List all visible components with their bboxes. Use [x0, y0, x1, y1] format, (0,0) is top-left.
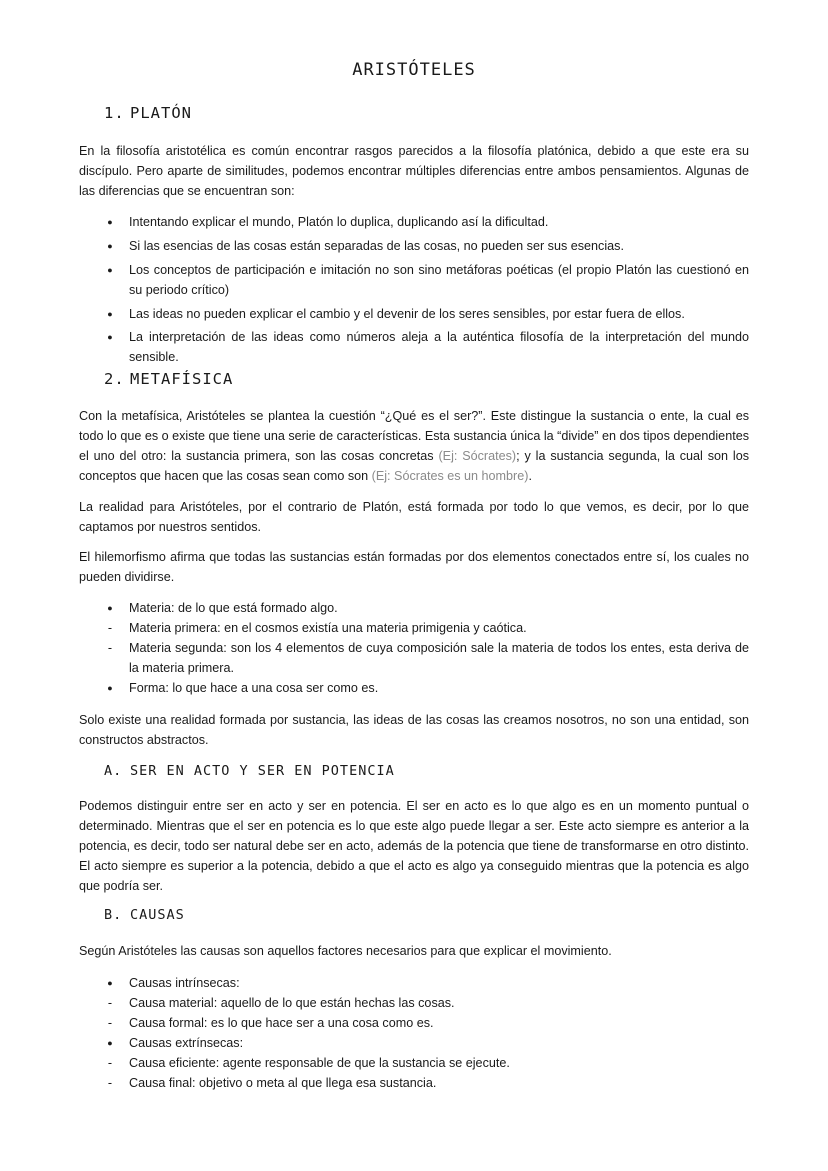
- list-item-text: La interpretación de las ideas como números aleja a la auténtica filosofía de la interpretación del mundo sensible.: [129, 330, 749, 364]
- example-text: (Ej: Sócrates es un hombre): [371, 469, 529, 483]
- bullet-icon: [103, 598, 117, 619]
- bullet-icon: [103, 260, 117, 281]
- example-text: (Ej: Sócrates): [438, 449, 517, 463]
- paragraph: [79, 406, 749, 486]
- subsection-title: SER EN ACTO Y SER EN POTENCIA: [130, 763, 395, 779]
- list-item: [79, 1033, 749, 1053]
- list-item-text: Si las esencias de las cosas están separadas de las cosas, no pueden ser sus esencias.: [129, 239, 624, 253]
- list-item: [79, 327, 749, 367]
- list-item-text: Causa material: aquello de lo que están hechas las cosas.: [129, 996, 455, 1010]
- dash-icon: [103, 618, 117, 638]
- dash-icon: [103, 1073, 117, 1093]
- list-item-text: Materia segunda: son los 4 elementos de cuya composición sale la materia de todos los entes, esta deriva de la materia primera.: [129, 641, 749, 675]
- list-item-text: Intentando explicar el mundo, Platón lo duplica, duplicando así la dificultad.: [129, 215, 549, 229]
- section-title: METAFÍSICA: [130, 370, 234, 388]
- bullet-icon: [103, 236, 117, 257]
- section-title: PLATÓN: [130, 104, 192, 122]
- dash-icon: [103, 1053, 117, 1073]
- list-item: [79, 1013, 749, 1033]
- subsection-heading-acto-potencia: [104, 763, 395, 779]
- bullet-icon: [103, 304, 117, 325]
- paragraph: La realidad para Aristóteles, por el contrario de Platón, está formada por todo lo que vemos, es decir, por lo que captamos por nuestros sentidos.: [79, 500, 749, 534]
- list-item-text: Los conceptos de participación e imitación no son sino metáforas poéticas (el propio Platón las cuestionó en su periodo crítico): [129, 263, 749, 297]
- paragraph: Podemos distinguir entre ser en acto y ser en potencia. El ser en acto es lo que algo es en un momento puntual o determinado. Mientras que el ser en potencia es lo que este algo puede llegar a ser. Este acto siempre es anterior a la potencia, es decir, todo ser natural debe ser en acto, además de la potencia que tiene de transformarse en otro distinto. El acto siempre es superior a la potencia, debido a que el acto es algo ya conseguido mientras que la potencia es algo que podría ser.: [79, 799, 749, 893]
- list-item-text: Materia primera: en el cosmos existía una materia primigenia y caótica.: [129, 621, 527, 635]
- list-item: [79, 598, 749, 618]
- list-item-text: Forma: lo que hace a una cosa ser como es.: [129, 681, 379, 695]
- paragraph-text: .: [528, 469, 532, 483]
- dash-icon: [103, 638, 117, 658]
- list-item: [79, 973, 749, 993]
- section-number: 1.: [104, 104, 125, 122]
- list-item-text: Causa formal: es lo que hace ser a una cosa como es.: [129, 1016, 434, 1030]
- list-item: [79, 1073, 749, 1093]
- section-heading-platon: [104, 104, 192, 122]
- list-item: [79, 236, 749, 256]
- bullet-icon: [103, 1033, 117, 1054]
- list-item: [79, 638, 749, 678]
- list-item: [79, 618, 749, 638]
- bullet-icon: [103, 212, 117, 233]
- list-item: [79, 678, 749, 698]
- document-title: ARISTÓTELES: [352, 60, 476, 80]
- list-item-text: Las ideas no pueden explicar el cambio y el devenir de los seres sensibles, por estar fuera de ellos.: [129, 307, 685, 321]
- paragraph: El hilemorfismo afirma que todas las sustancias están formadas por dos elementos conectados entre sí, los cuales no pueden dividirse.: [79, 550, 749, 584]
- list-item-text: Causas intrínsecas:: [129, 976, 240, 990]
- paragraph: Solo existe una realidad formada por sustancia, las ideas de las cosas las creamos nosotros, no son una entidad, son constructos abstractos.: [79, 713, 749, 747]
- bullet-icon: [103, 973, 117, 994]
- list-item: [79, 993, 749, 1013]
- section-number: 2.: [104, 370, 125, 388]
- paragraph-text: Con la metafísica, Aristóteles se plantea la cuestión “¿Qué es el ser?”. Este distingue la sustancia o ente, la cual es todo lo que es o existe que tiene una serie de características. Esta sustancia única la “divide” en dos tipos dependientes el uno del otro: la sustancia primera, son las cosas concretas: [79, 409, 749, 463]
- dash-icon: [103, 993, 117, 1013]
- section-heading-metafisica: [104, 370, 233, 388]
- paragraph: En la filosofía aristotélica es común encontrar rasgos parecidos a la filosofía platónica, debido a que este era su discípulo. Pero aparte de similitudes, podemos encontrar múltiples diferencias entre ambos pensamientos. Algunas de las diferencias que se encuentran son:: [79, 144, 749, 198]
- paragraph-text: ; y la sustancia segunda, la cual son los conceptos que hacen que las cosas sean como son: [79, 449, 749, 483]
- list-causas: [79, 973, 749, 1093]
- list-item: [79, 1053, 749, 1073]
- list-item-text: Causa eficiente: agente responsable de que la sustancia se ejecute.: [129, 1056, 510, 1070]
- bullet-list-platon: [79, 212, 749, 367]
- subsection-letter: B.: [104, 907, 123, 923]
- paragraph: Según Aristóteles las causas son aquellos factores necesarios para que explicar el movimiento.: [79, 944, 612, 958]
- subsection-heading-causas: [104, 907, 185, 923]
- dash-icon: [103, 1013, 117, 1033]
- subsection-letter: A.: [104, 763, 123, 779]
- bullet-icon: [103, 678, 117, 699]
- list-item-text: Causas extrínsecas:: [129, 1036, 244, 1050]
- list-item: [79, 260, 749, 300]
- list-item-text: Causa final: objetivo o meta al que llega esa sustancia.: [129, 1076, 437, 1090]
- list-hilemorfismo: [79, 598, 749, 698]
- list-item-text: Materia: de lo que está formado algo.: [129, 601, 338, 615]
- subsection-title: CAUSAS: [130, 907, 185, 923]
- list-item: [79, 212, 749, 232]
- list-item: [79, 304, 749, 324]
- bullet-icon: [103, 327, 117, 348]
